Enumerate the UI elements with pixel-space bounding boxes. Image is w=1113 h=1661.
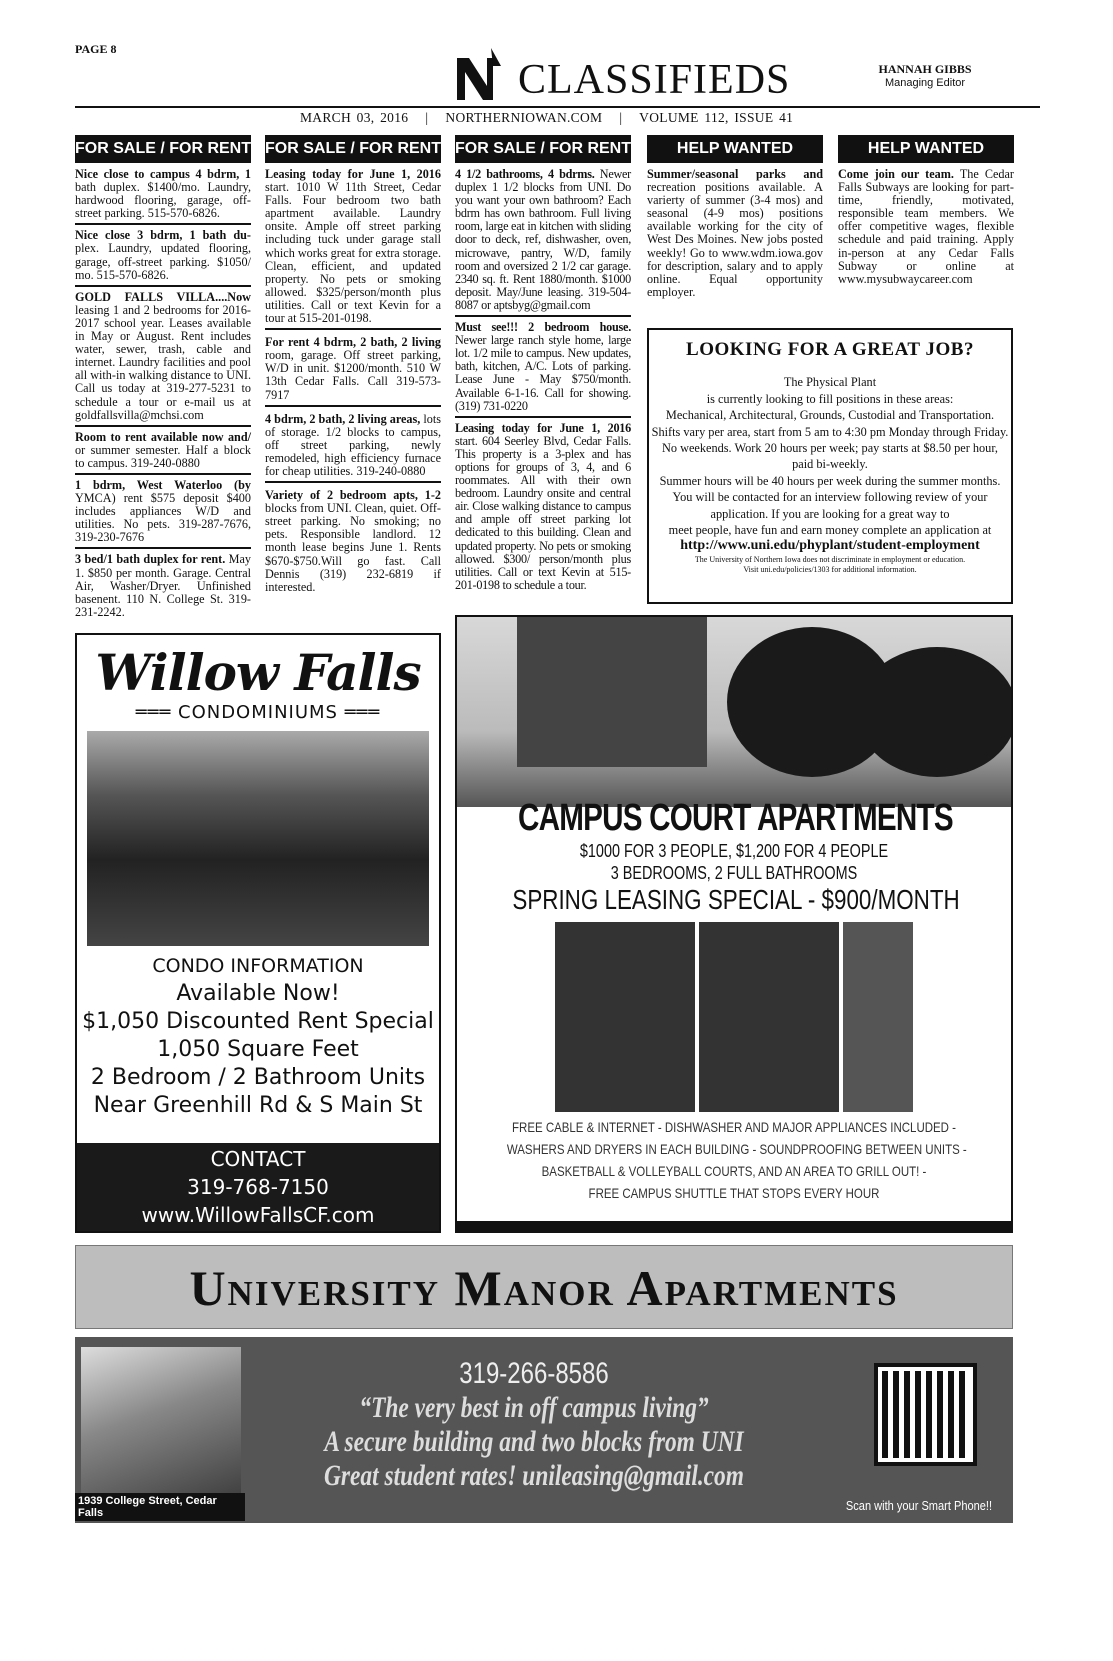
ad-body: start. 1010 W 11th Street, Cedar Falls. Four bedroom two bath apartment available. Laundry onsite. Ample off street parking including tuck under garage stall which works great for extra storage. Clean, efficient, and updated property. No pets or smoking allowed. $325/person/month plus utilities. Call or text Kevin for a tour at 515-201-0198. (265, 180, 441, 326)
interior-photos (457, 922, 1011, 1112)
column-header: FOR SALE / FOR RENT (265, 135, 441, 163)
info-line: CONDO INFORMATION (152, 955, 364, 977)
job-ad-line: Shifts vary per area, start from 5 am to 4:30 pm Monday through Friday. No weekends. Work 20 hours per week; pay starts at $8.50 per hour, paid bi-weekly. (651, 424, 1009, 472)
northern-iowan-logo (455, 48, 505, 103)
page-number: PAGE 8 (75, 42, 117, 56)
willow-falls-subtitle: ═══ CONDOMINIUMS ═══ (135, 702, 381, 723)
info-line: Near Greenhill Rd & S Main St (93, 1093, 423, 1118)
classified-ad (75, 553, 251, 621)
ad-lead: Must see!!! 2 bedroom house. (455, 320, 631, 335)
manor-email-line: Great student rates! unileasing@gmail.com (324, 1459, 744, 1492)
ad-body: lots of storage. 1/2 blocks to campus, off street parking, newly remodeled, high efficiency furnace for cheap utilities. 319-240-0880 (265, 411, 442, 478)
ad-body: blocks from UNI. Clean, quiet. Off-street parking. No smoking; no pets. Responsible landlord. 12 month lease begins June 1. Rents $670-$750.Will go fast. Call Dennis (319) 232-6819 if interested. (265, 501, 441, 594)
ad-body: The Cedar Falls Subways are looking for part-time, friendly, motivated, responsible team members. We offer competitive wages, flexible schedule and paid training. Apply in-person at any Cedar Falls Subway or online at www.mysubwaycareer.com (838, 167, 1014, 286)
job-ad-policy: Visit uni.edu/policies/1303 for additional information. (743, 564, 917, 574)
classified-column (455, 135, 631, 599)
ad-body: May 1. $850 per month. Garage. Central Air, Washer/Dryer. Unfinished basenent. 110 N. College St. 319-231-2242. (75, 552, 252, 619)
scan-caption: Scan with your Smart Phone!! (845, 1498, 993, 1513)
header-rule (75, 106, 1040, 108)
info-line: 1,050 Square Feet (157, 1037, 359, 1062)
ad-body: Newer large ranch style home, large lot. 1/2 mile to campus. New updates, bath, kitchen, A/C. Lots of parking. Lease June - May $750/month. Available 6-1-16. Call for showing. (319) 731-0220 (455, 333, 631, 413)
ad-lead: Leasing today for June 1, 2016 (455, 420, 631, 435)
ad-body: room, garage. Off street parking, W/D in unit. $1200/month. 510 W 13th Cedar Falls. Call 319-573-7917 (265, 348, 441, 402)
column-header: HELP WANTED (838, 135, 1014, 163)
column-header: FOR SALE / FOR RENT (75, 135, 251, 163)
job-ad-disclaimer: The University of Northern Iowa does not discriminate in employment or education. (694, 554, 966, 564)
job-ad-line: Summer hours will be 40 hours per week during the summer months. (659, 473, 1001, 488)
manor-tagline: “The very best in off campus living” (359, 1391, 709, 1424)
manor-line: A secure building and two blocks from UNI (324, 1425, 744, 1458)
classified-ad (265, 413, 441, 483)
ad-lead: Nice close 3 bdrm, 1 bath du- (75, 228, 251, 243)
separator: | (619, 110, 623, 125)
ad-body: plex. Laundry, updated flooring, garage, off-street parking. $1050/ mo. 515-570-6826. (75, 241, 251, 282)
campus-price: $1000 FOR 3 PEOPLE, $1,200 FOR 4 PEOPLE (579, 841, 889, 861)
ad-body: or summer semester. Half a block to campus. 319-240-0880 (75, 442, 251, 470)
classified-ad (838, 168, 1014, 289)
classified-ad (455, 168, 631, 317)
ad-body: bath duplex. $1400/mo. Laundry, hardwood flooring, garage, off-street parking. 515-570-6826. (75, 180, 251, 221)
manor-building-photo (81, 1347, 241, 1517)
manor-address: 1939 College Street, Cedar Falls (75, 1493, 245, 1521)
job-ad-line: is currently looking to fill positions in these areas: (706, 391, 954, 406)
issue-date: MARCH 03, 2016 (300, 110, 409, 125)
classified-ad (75, 168, 251, 225)
column-header: FOR SALE / FOR RENT (455, 135, 631, 163)
dateline (300, 110, 793, 126)
university-manor-ad (75, 1337, 1013, 1523)
classified-column (265, 135, 441, 601)
ad-lead: For rent 4 bdrm, 2 bath, 2 living (265, 335, 441, 350)
campus-rooms: 3 BEDROOMS, 2 FULL BATHROOMS (610, 863, 858, 883)
manor-phone: 319-266-8586 (459, 1357, 609, 1390)
editor-credit (870, 62, 980, 89)
info-line: 2 Bedroom / 2 Bathroom Units (90, 1065, 426, 1090)
section-title: CLASSIFIEDS (518, 57, 791, 103)
classified-ad (265, 489, 441, 597)
job-ad-line: Mechanical, Architectural, Grounds, Custodial and Transportation. (665, 408, 995, 423)
classified-column (838, 135, 1014, 293)
info-line: $1,050 Discounted Rent Special (82, 1009, 434, 1034)
editor-name: HANNAH GIBBS (878, 62, 972, 76)
campus-court-ad (455, 615, 1013, 1233)
job-ad-url[interactable]: http://www.uni.edu/phyplant/student-employment (680, 538, 980, 554)
job-ad-physical-plant (647, 328, 1013, 604)
contact-website[interactable]: www.WillowFallsCF.com (141, 1203, 375, 1227)
ad-lead: 1 bdrm, West Waterloo (by (75, 477, 251, 492)
ad-lead: GOLD FALLS VILLA....Now (75, 289, 251, 304)
feature-line: FREE CAMPUS SHUTTLE THAT STOPS EVERY HOUR (588, 1185, 880, 1201)
separator: | (425, 110, 429, 125)
job-ad-title: LOOKING FOR A GREAT JOB? (686, 339, 974, 360)
ad-lead: Summer/seasonal parks and (647, 167, 823, 181)
willow-falls-ad (75, 633, 441, 1233)
feature-line: BASKETBALL & VOLLEYBALL COURTS, AND AN AREA TO GRILL OUT! - (541, 1163, 927, 1179)
contact-label: CONTACT (210, 1147, 306, 1171)
ad-lead: Nice close to campus 4 bdrm, 1 (75, 167, 251, 181)
job-ad-line: meet people, have fun and earn money complete an application at (668, 523, 992, 538)
campus-special: SPRING LEASING SPECIAL - $900/MONTH (512, 884, 960, 915)
feature-line: FREE CABLE & INTERNET - DISHWASHER AND MAJOR APPLIANCES INCLUDED - (512, 1119, 956, 1135)
ad-lead: 3 bed/1 bath duplex for rent. (75, 552, 226, 567)
condo-info (77, 952, 439, 1120)
ad-body: Newer duplex 1 1/2 blocks from UNI. Do you want your own bathroom? Each bdrm has own bathroom. Full living room, large eat in kitchen with sliding door to deck, ref, dishwasher, oven, microwave, pantry, W/D, family room and oversized 2 1/2 car garage. 2340 sq. ft. Rent 1880/month. $1000 deposit. May/June leasing. 319-504-8087 or aptsbyg@gmail.com (455, 167, 631, 312)
classified-ad (647, 168, 823, 302)
willow-falls-logo: Willow Falls (95, 643, 421, 702)
ad-body: recreation positions available. A varierty of summer (3-4 mos) and seasonal (4-9 mos) positions available working for the city of West Des Moines. New jobs posted weekly! Go to www.wdm.iowa.gov for description, salary and to apply online. Equal opportunity employer. (647, 180, 823, 299)
classified-ad (75, 431, 251, 475)
ad-body: leasing 1 and 2 bedrooms for 2016-2017 school year. Leases available in May or August. Rent includes water, sewer, trash, cable and internet. Laundry facilities and pool all with-in walking distance to UNI. Call us today at 319-277-5231 to schedule a tour or e-mail us at goldfallsvilla@mchsi.com (75, 302, 252, 422)
ad-lead: Room to rent available now and/ (75, 429, 251, 444)
classified-ad (455, 321, 631, 418)
classified-ad (455, 422, 631, 595)
feature-line: WASHERS AND DRYERS IN EACH BUILDING - SOUNDPROOFING BETWEEN UNITS - (506, 1141, 967, 1157)
classified-column (75, 135, 251, 626)
contact-phone: 319-768-7150 (187, 1175, 329, 1199)
university-manor-name: University Manor Apartments (189, 1260, 899, 1316)
ad-body: YMCA) rent $575 deposit $400 includes appliances W/D and utilities. No pets. 319-287-7676, 319-230-7676 (75, 491, 251, 545)
info-line: Available Now! (176, 981, 340, 1006)
classified-ad (75, 479, 251, 549)
website: NORTHERNIOWAN.COM (445, 110, 603, 125)
ad-lead: Leasing today for June 1, 2016 (265, 167, 441, 181)
campus-court-name: CAMPUS COURT APARTMENTS (517, 797, 953, 839)
footer-bar (457, 1221, 1011, 1231)
ad-lead: 4 bdrm, 2 bath, 2 living areas, (265, 411, 421, 426)
classified-ad (265, 168, 441, 330)
ad-lead: Variety of 2 bedroom apts, 1-2 (265, 488, 441, 503)
job-ad-line: The Physical Plant (783, 375, 877, 390)
ad-lead: 4 1/2 bathrooms, 4 bdrms. (455, 167, 595, 181)
qr-code-icon[interactable] (878, 1367, 973, 1462)
condo-kitchen-photo (87, 731, 429, 946)
willow-sub-text: CONDOMINIUMS (178, 702, 338, 723)
ad-body: start. 604 Seerley Blvd, Cedar Falls. This property is a 3-plex and has options for groups of 3, 4, and 6 roommates. All with their own bedroom. Laundry onsite and central air. Close walking distance to campus and ample off street parking lot dedicated to this building. Clean and updated property. No pets or smoking allowed. $300/ person/month plus utilities. Call or text Kevin at 515-201-0198 to schedule a tour. (455, 433, 631, 592)
job-ad-line: You will be contacted for an interview following review of your application. If you are looking for a great way to (672, 490, 988, 521)
classified-ad (75, 291, 251, 427)
classified-column (647, 135, 823, 306)
classified-ad (265, 336, 441, 406)
apartment-building-photo (457, 617, 1011, 807)
ad-lead: Come join our team. (838, 167, 954, 181)
classified-ad (75, 229, 251, 286)
university-manor-banner (75, 1245, 1013, 1329)
willow-contact (77, 1143, 439, 1231)
volume-issue: VOLUME 112, ISSUE 41 (639, 110, 794, 125)
editor-role: Managing Editor (884, 77, 966, 89)
column-header: HELP WANTED (647, 135, 823, 163)
